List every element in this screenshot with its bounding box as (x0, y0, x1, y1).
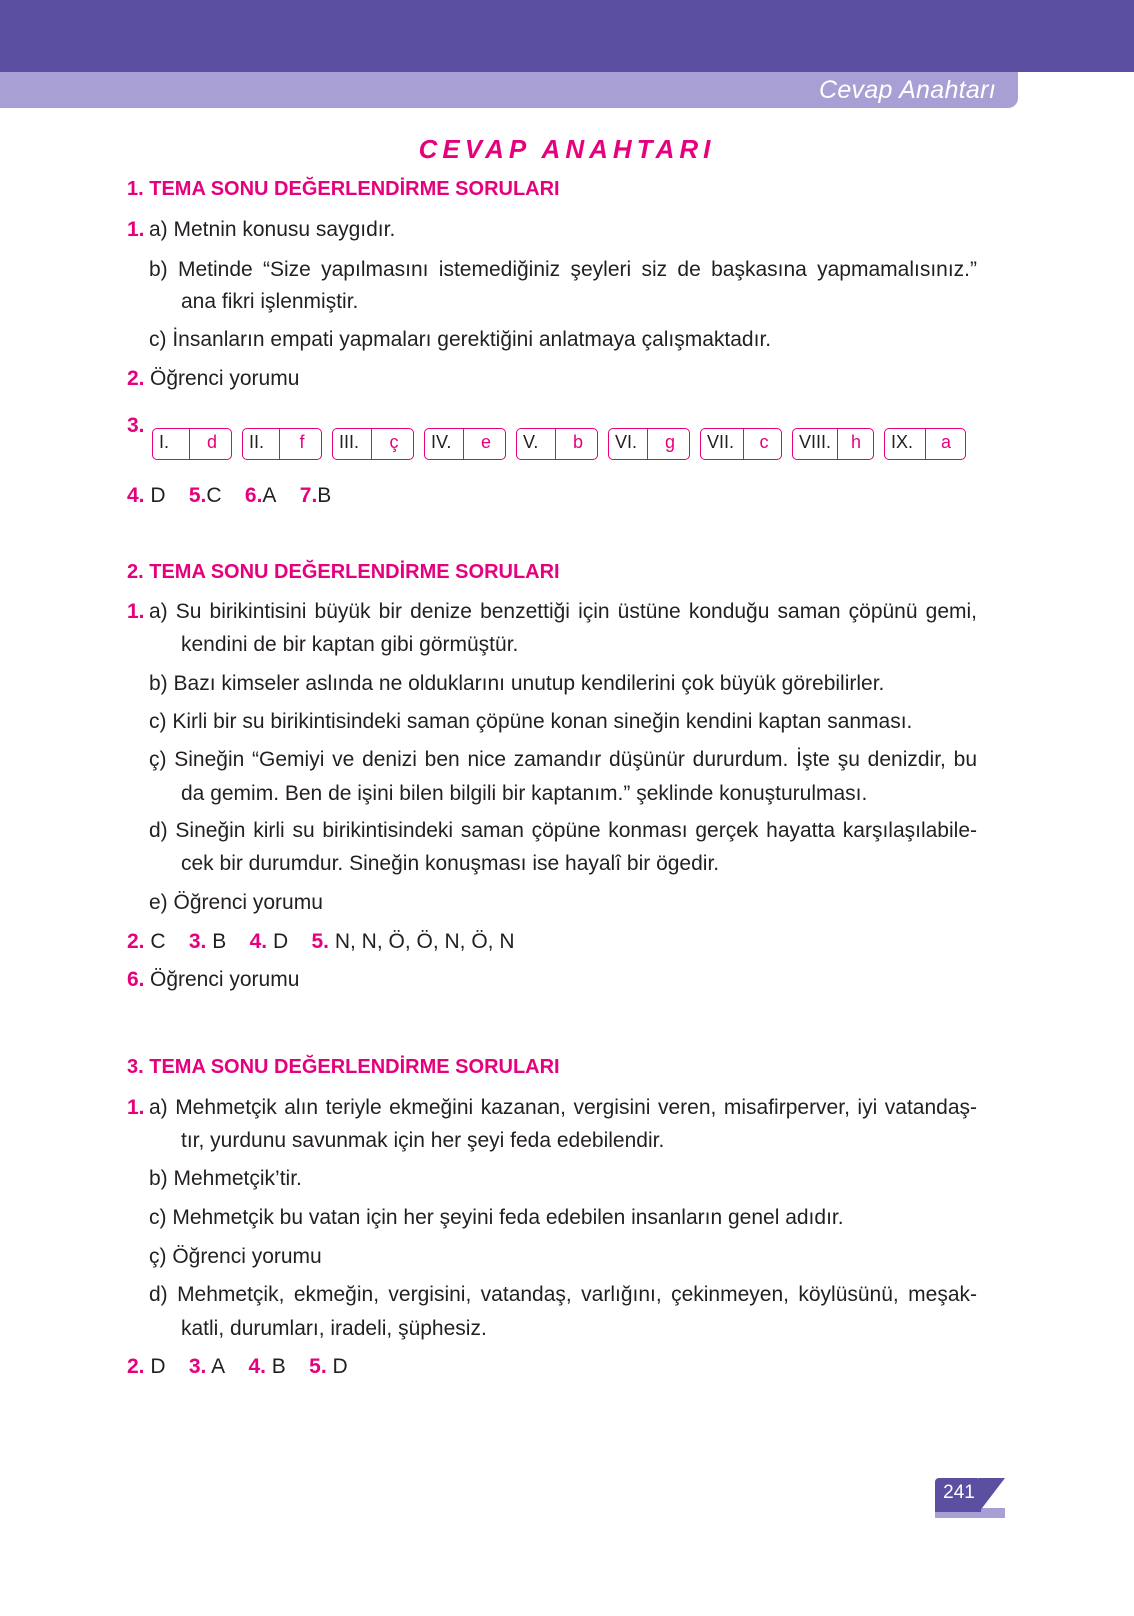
match-label: I. (159, 432, 170, 452)
s3-q1-d-line1: d) Mehmetçik, ekmeğin, vergisini, vatandaş, varlığını, çekinmeyen, köylüsünü, meşak- (149, 1283, 977, 1306)
s1-q1-b-line2: ana fikri işlenmiştir. (181, 290, 359, 313)
s2-short-answers: 2. C 3. B 4. D 5. N, N, Ö, Ö, N, Ö, N (127, 930, 515, 953)
s1-q1-c: c) İnsanların empati yapmaları gerektiğini anlatmaya çalışmaktadır. (149, 328, 772, 351)
s2-q1-cc-line1: ç) Sineğin “Gemiyi ve denizi ben nice zamandır düşünür dururdum. İşte şu denizdir, bu (149, 748, 977, 771)
s1-q1-number: 1. (127, 218, 145, 241)
match-answer: ç (389, 432, 399, 452)
s2-q1-number: 1. (127, 600, 145, 623)
match-label: VIII. (799, 432, 832, 452)
s3-q1-c: c) Mehmetçik bu vatan için her şeyini feda edebilen insanların genel adıdır. (149, 1206, 844, 1229)
s2-q1-b: b) Bazı kimseler aslında ne olduklarını unutup kendilerini çok büyük görebilirler. (149, 672, 885, 695)
match-label: II. (249, 432, 265, 452)
s3-q1-number: 1. (127, 1096, 145, 1119)
page-number: 241 (943, 1482, 975, 1503)
s1-q2-number: 2. (127, 367, 145, 390)
page-number-tab-corner (979, 1478, 1005, 1512)
s1-short-answers: 4. D 5.C 6.A 7.B (127, 484, 332, 507)
s3-q1-b: b) Mehmetçik’tir. (149, 1167, 302, 1190)
match-label: IX. (891, 432, 914, 452)
s1-q2-text: Öğrenci yorumu (150, 367, 300, 390)
page-title: CEVAP ANAHTARI (418, 134, 716, 164)
match-cell (424, 428, 506, 460)
s1-q1-b-line1: b) Metinde “Size yapılmasını istemediğiniz şeyleri siz de başkasına yapmamalısınız.” (149, 258, 977, 281)
match-cell (152, 428, 232, 460)
header-bar (0, 0, 1134, 72)
match-answer: e (480, 432, 491, 452)
section-1-heading: 1. TEMA SONU DEĞERLENDİRME SORULARI (127, 178, 560, 200)
match-cell (700, 428, 782, 460)
s2-q1-d-line1: d) Sineğin kirli su birikintisindeki saman çöpüne konması gerçek hayatta karşılaşılabile- (149, 819, 977, 842)
match-answer: c (759, 432, 769, 452)
s3-q1-a-line2: tır, yurdunu savunmak için her şeyi feda edebilendir. (181, 1129, 665, 1152)
match-cell (516, 428, 598, 460)
match-label: III. (339, 432, 360, 452)
match-answer: f (299, 432, 305, 452)
s3-short-answers: 2. D 3. A 4. B 5. D (127, 1355, 348, 1378)
s2-q1-a-line2: kendini de bir kaptan gibi görmüştür. (181, 633, 519, 656)
match-answer: d (206, 432, 217, 452)
s2-q1-e: e) Öğrenci yorumu (149, 891, 323, 914)
match-answer: b (572, 432, 583, 452)
s2-q6-number: 6. (127, 968, 145, 991)
match-cell (332, 428, 414, 460)
s2-q6-text: Öğrenci yorumu (150, 968, 300, 991)
match-cell (608, 428, 690, 460)
s2-q1-d-line2: cek bir durumdur. Sineğin konuşması ise hayalî bir ögedir. (181, 852, 720, 875)
s2-q1-c: c) Kirli bir su birikintisindeki saman çöpüne konan sineğin kendini kaptan sanması. (149, 710, 913, 733)
match-label: VI. (615, 432, 638, 452)
s1-q3-number: 3. (127, 414, 145, 437)
match-answer: a (940, 432, 951, 452)
match-answer: g (664, 432, 675, 452)
match-label: IV. (431, 432, 452, 452)
s2-q1-cc-line2: da gemim. Ben de işini bilen bilgili bir kaptanım.” şeklinde konuşturulması. (181, 782, 868, 805)
match-label: VII. (707, 432, 735, 452)
s3-q1-a-line1: a) Mehmetçik alın teriyle ekmeğini kazanan, vergisini veren, misafirperver, iyi vatandaş- (149, 1096, 977, 1119)
match-answer: h (850, 432, 861, 452)
s3-q1-cc: ç) Öğrenci yorumu (149, 1245, 322, 1268)
match-cell (884, 428, 966, 460)
s1-q1-a: a) Metnin konusu saygıdır. (149, 218, 396, 241)
s3-q1-d-line2: katli, durumları, iradeli, şüphesiz. (181, 1317, 487, 1340)
header-label: Cevap Anahtarı (819, 76, 996, 104)
match-cell (792, 428, 874, 460)
match-label: V. (523, 432, 539, 452)
section-2-heading: 2. TEMA SONU DEĞERLENDİRME SORULARI (127, 561, 560, 583)
s2-q1-a-line1: a) Su birikintisini büyük bir denize benzettiği için üstüne konduğu saman çöpünü gemi, (149, 600, 977, 623)
section-3-heading: 3. TEMA SONU DEĞERLENDİRME SORULARI (127, 1056, 560, 1078)
match-cell (242, 428, 322, 460)
